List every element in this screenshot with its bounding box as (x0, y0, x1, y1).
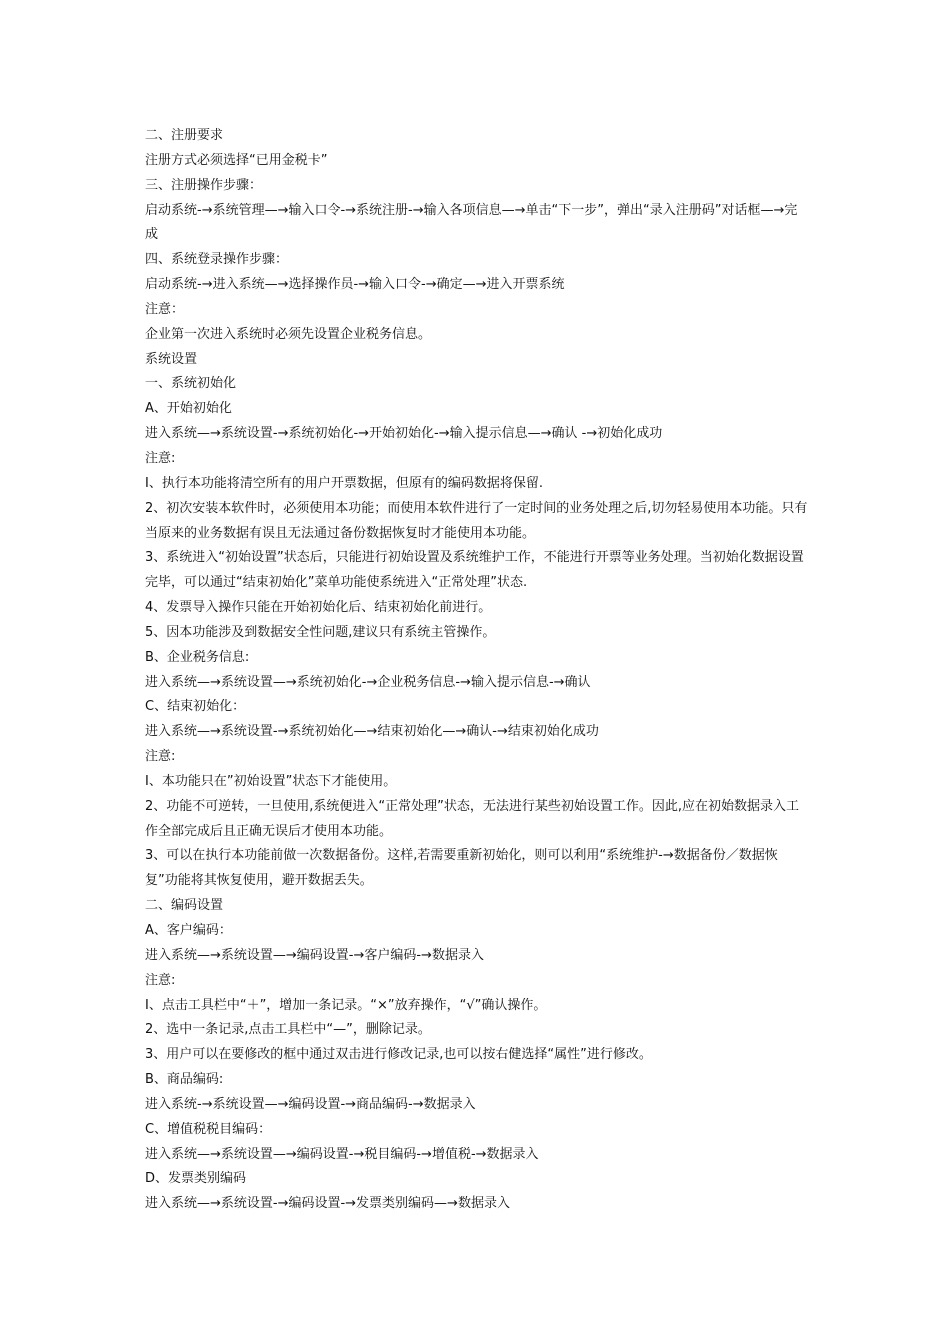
text-line: 2、选中一条记录,点击工具栏中“—”，删除记录。 (145, 1022, 431, 1038)
text-line: C、增值税税目编码： (145, 1121, 272, 1137)
text-line: 进入系统—→系统设置-→编码设置-→发票类别编码—→数据录入 (145, 1196, 510, 1212)
text-line: C、结束初始化： (145, 699, 246, 715)
text-line: 企业第一次进入系统时必须先设置企业税务信息。 (145, 326, 432, 342)
text-line: 启动系统-→进入系统—→选择操作员-→输入口令-→确定—→进入开票系统 (145, 277, 565, 293)
text-line: I、点击工具栏中“＋”，增加一条记录。“×”放弃操作，“√”确认操作。 (145, 997, 547, 1013)
text-line: 二、编码设置 (145, 898, 224, 914)
text-line: I、本功能只在”初始设置”状态下才能使用。 (145, 773, 397, 789)
text-line: A、客户编码： (145, 923, 232, 938)
text-line: 进入系统-→系统设置—→编码设置-→商品编码-→数据录入 (145, 1096, 476, 1112)
text-line: 4、发票导入操作只能在开始初始化后、结束初始化前进行。 (145, 600, 492, 616)
text-line: 进入系统—→系统设置-→系统初始化—→结束初始化—→确认-→结束初始化成功 (145, 724, 599, 740)
text-line: 系统设置 (145, 351, 198, 367)
text-line: 进入系统—→系统设置—→编码设置-→税目编码-→增值税-→数据录入 (145, 1146, 539, 1162)
text-line: A、开始初始化 (145, 401, 232, 417)
text-line: 二、注册要求 (145, 128, 224, 143)
text-line: 四、系统登录操作步骤： (145, 252, 289, 268)
text-line: 3、系统进入“初始设置”状态后，只能进行初始设置及系统维护工作，不能进行开票等业务处理。当初始化数据设置完毕，可以通过“结束初始化”菜单功能使系统进入“正常处理”状态. (145, 550, 804, 591)
text-line: D、发票类别编码 (145, 1171, 247, 1187)
text-line: 注意： (145, 301, 185, 317)
text-line: 三、注册操作步骤： (145, 177, 263, 193)
text-line: 一、系统初始化 (145, 376, 237, 392)
text-line: 3、可以在执行本功能前做一次数据备份。这样,若需要重新初始化，则可以利用“系统维护-→数据备份／数据恢复”功能将其恢复使用，避开数据丢失。 (145, 848, 778, 889)
text-line: 进入系统—→系统设置-→系统初始化-→开始初始化-→输入提示信息—→确认 -→初始化成功 (145, 426, 663, 442)
text-line: 注意: (145, 749, 176, 765)
document-body (145, 124, 810, 1217)
text-line: B、企业税务信息: (145, 649, 250, 665)
text-line: B、商品编码: (145, 1072, 224, 1088)
text-line: 注册方式必须选择“已用金税卡” (145, 152, 328, 168)
text-line: 注意: (145, 450, 176, 466)
text-line: 进入系统—→系统设置—→系统初始化-→企业税务信息-→输入提示信息-→确认 (145, 674, 591, 690)
text-line: 5、因本功能涉及到数据安全性问题,建议只有系统主管操作。 (145, 624, 496, 640)
text-line: 2、初次安装本软件时，必须使用本功能；而使用本软件进行了一定时间的业务处理之后,切勿轻易使用本功能。只有当原来的业务数据有误且无法通过备份数据恢复时才能使用本功能。 (145, 500, 808, 541)
text-line: 启动系统-→系统管理—→输入口令-→系统注册-→输入各项信息—→单击“下一步”，弹出“录入注册码”对话框—→完成 (145, 202, 798, 243)
text-line: 2、功能不可逆转，一旦使用,系统便进入“正常处理”状态，无法进行某些初始设置工作。因此,应在初始数据录入工作全部完成后且正确无误后才使用本功能。 (145, 798, 800, 839)
text-line: 注意: (145, 972, 176, 988)
text-line: I、执行本功能将清空所有的用户开票数据，但原有的编码数据将保留. (145, 475, 543, 491)
text-line: 进入系统—→系统设置—→编码设置-→客户编码-→数据录入 (145, 947, 484, 963)
text-line: 3、用户可以在要修改的框中通过双击进行修改记录,也可以按右健选择“属性”进行修改。 (145, 1047, 652, 1063)
